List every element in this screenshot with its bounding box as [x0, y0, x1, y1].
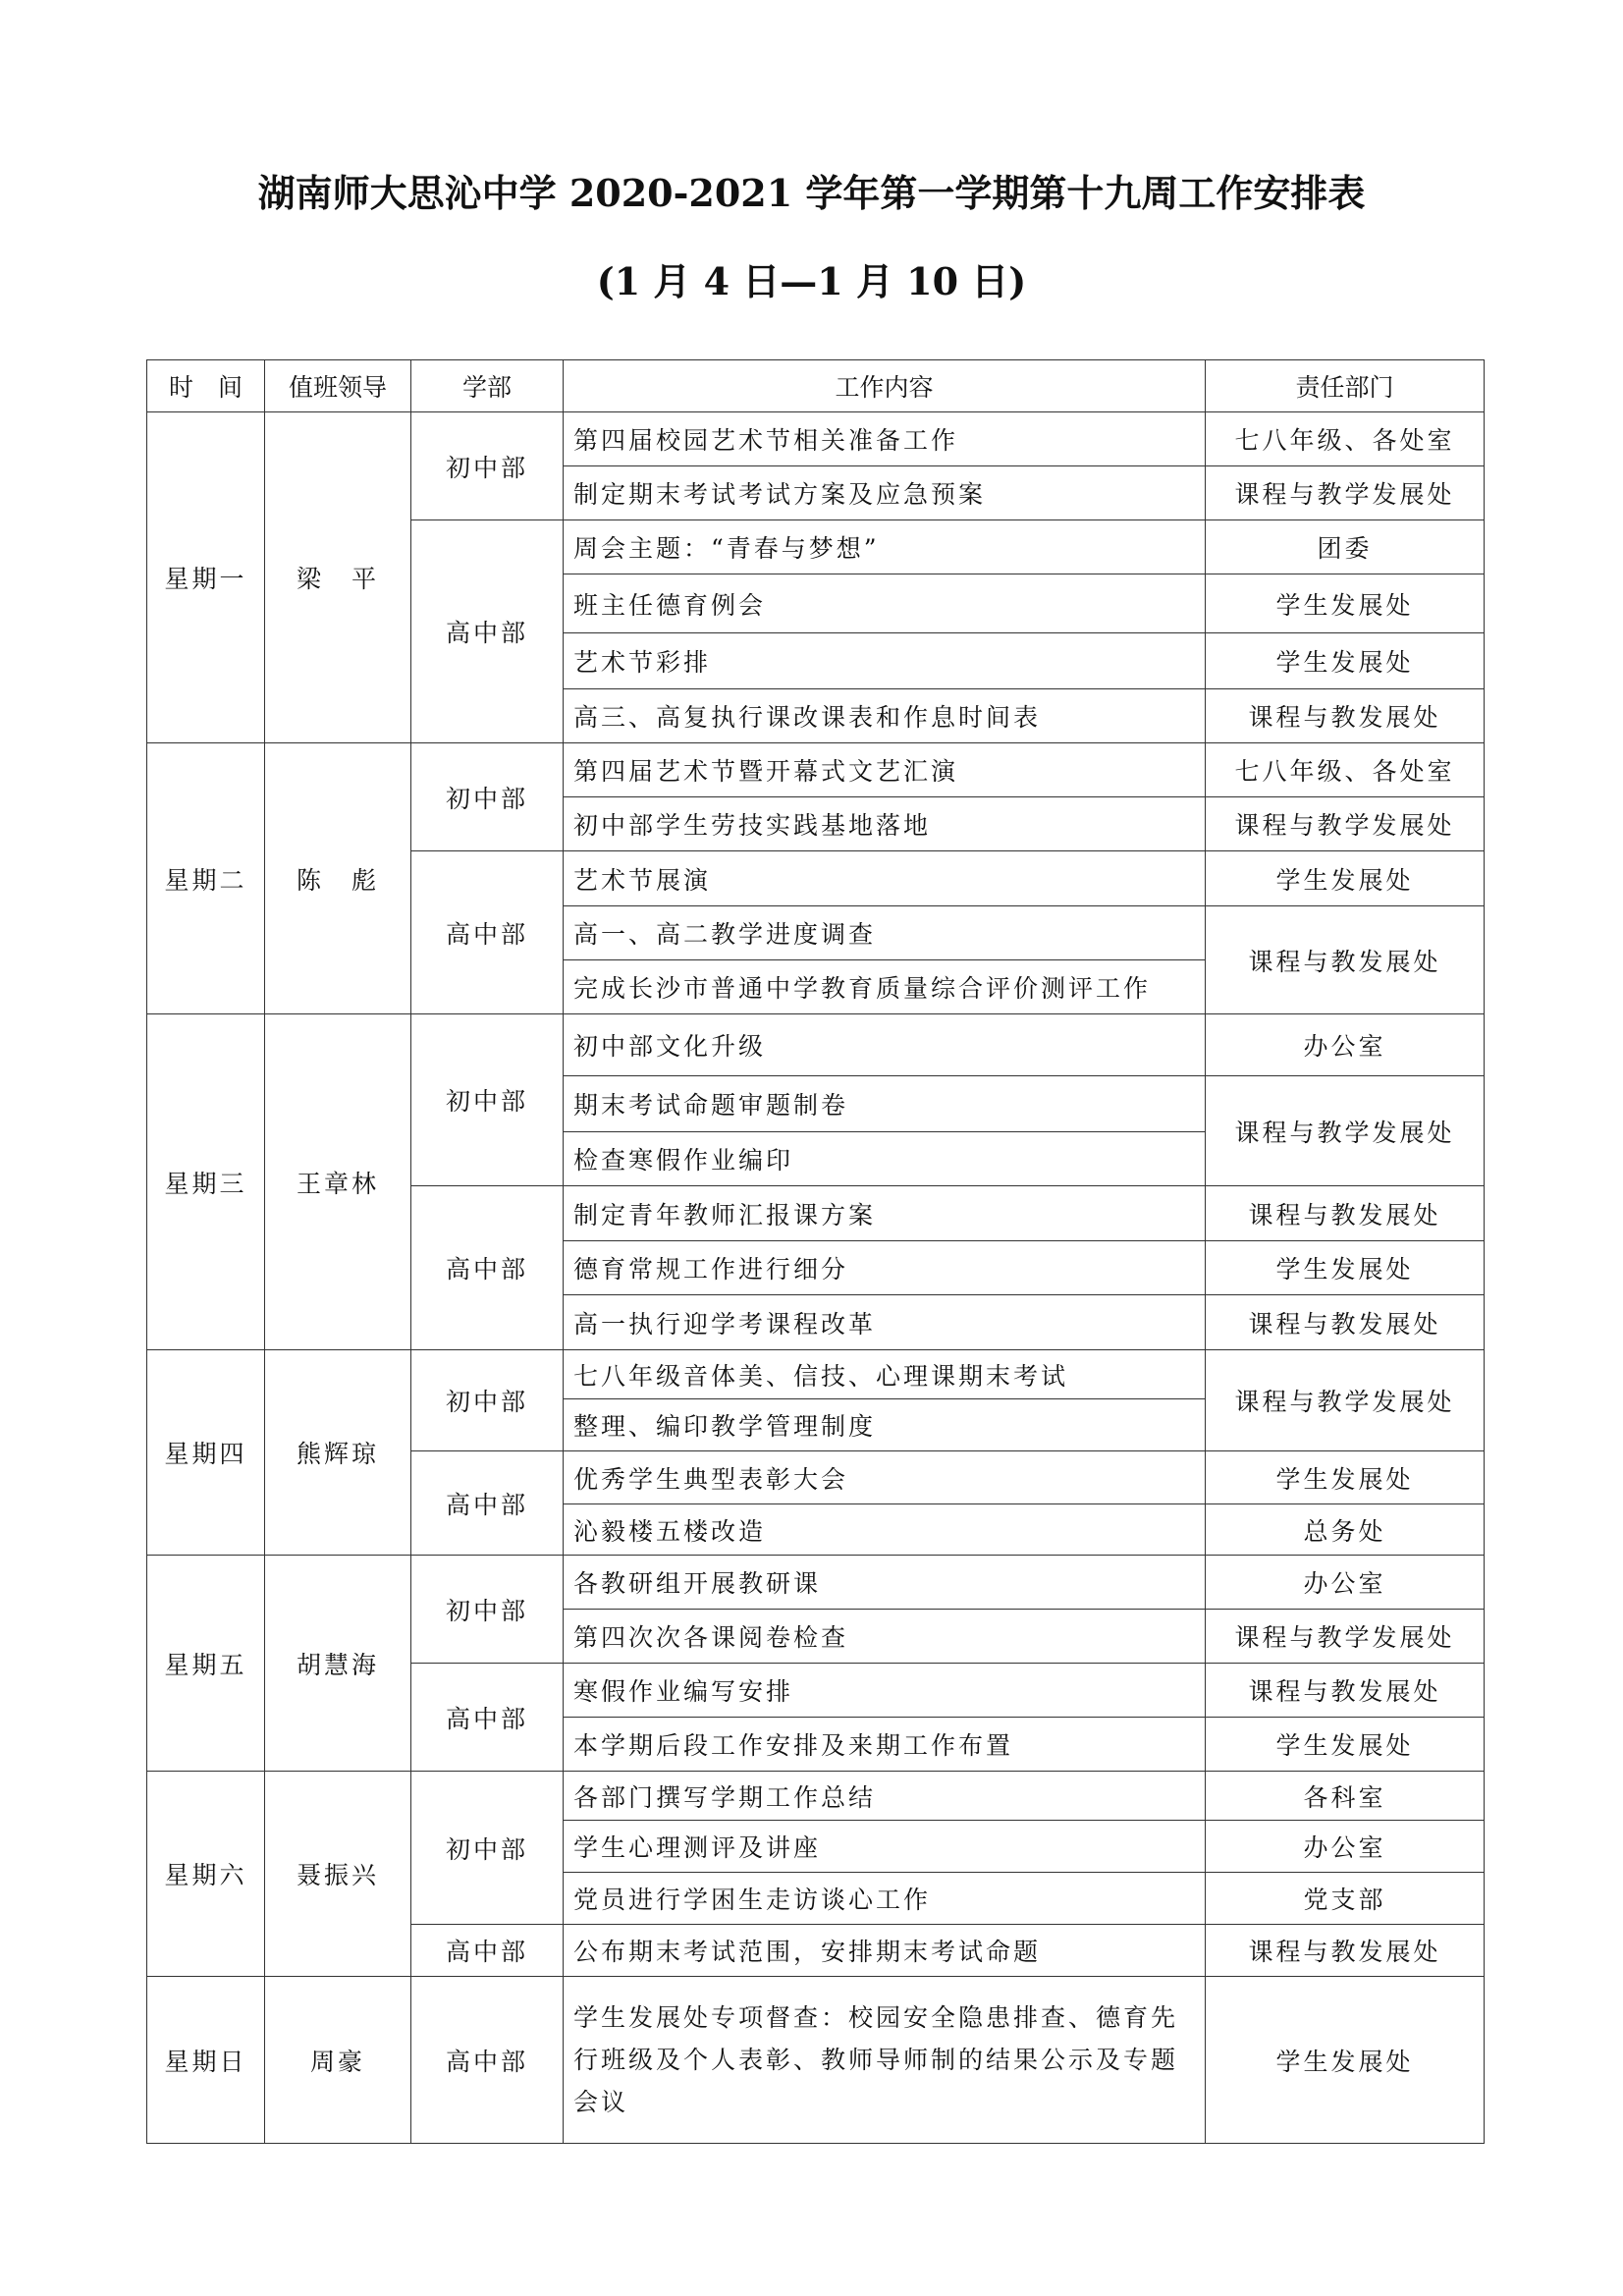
responsible-cell: 总务处 [1206, 1504, 1485, 1556]
leader-cell: 周豪 [265, 1977, 411, 2144]
responsible-cell: 课程与教发展处 [1206, 1186, 1485, 1241]
dept-cell: 高中部 [411, 851, 564, 1014]
dept-cell: 初中部 [411, 412, 564, 520]
responsible-cell: 学生发展处 [1206, 1977, 1485, 2144]
dept-cell: 高中部 [411, 1664, 564, 1772]
content-cell: 第四届艺术节暨开幕式文艺汇演 [564, 743, 1206, 797]
responsible-cell: 课程与教学发展处 [1206, 797, 1485, 851]
content-cell: 本学期后段工作安排及来期工作布置 [564, 1718, 1206, 1772]
table-row [147, 1556, 1485, 1610]
dept-cell: 初中部 [411, 1014, 564, 1186]
responsible-cell: 课程与教发展处 [1206, 906, 1485, 1014]
content-cell: 优秀学生典型表彰大会 [564, 1451, 1206, 1504]
content-cell: 第四届校园艺术节相关准备工作 [564, 412, 1206, 466]
content-cell: 各部门撰写学期工作总结 [564, 1772, 1206, 1821]
content-cell: 艺术节彩排 [564, 633, 1206, 689]
responsible-cell: 学生发展处 [1206, 633, 1485, 689]
leader-cell: 熊辉琼 [265, 1350, 411, 1556]
responsible-cell: 课程与教发展处 [1206, 1295, 1485, 1350]
content-cell: 寒假作业编写安排 [564, 1664, 1206, 1718]
schedule-table [146, 359, 1485, 2144]
header-time: 时 间 [147, 360, 265, 412]
header-dept: 学部 [411, 360, 564, 412]
table-row [147, 412, 1485, 466]
responsible-cell: 七八年级、各处室 [1206, 412, 1485, 466]
day-cell: 星期六 [147, 1772, 265, 1977]
day-cell: 星期五 [147, 1556, 265, 1772]
dept-cell: 高中部 [411, 1451, 564, 1556]
leader-cell: 梁 平 [265, 412, 411, 743]
content-cell: 制定青年教师汇报课方案 [564, 1186, 1206, 1241]
dept-cell: 高中部 [411, 1977, 564, 2144]
responsible-cell: 学生发展处 [1206, 1451, 1485, 1504]
responsible-cell: 课程与教学发展处 [1206, 1350, 1485, 1451]
content-cell: 学生发展处专项督查：校园安全隐患排查、德育先行班级及个人表彰、教师导师制的结果公示及专题会议 [564, 1977, 1206, 2144]
content-cell: 制定期末考试考试方案及应急预案 [564, 466, 1206, 520]
dept-cell: 初中部 [411, 1350, 564, 1451]
dept-cell: 高中部 [411, 1925, 564, 1977]
dept-cell: 初中部 [411, 1556, 564, 1664]
responsible-cell: 课程与教学发展处 [1206, 466, 1485, 520]
day-cell: 星期一 [147, 412, 265, 743]
responsible-cell: 办公室 [1206, 1556, 1485, 1610]
content-cell: 艺术节展演 [564, 851, 1206, 906]
responsible-cell: 课程与教发展处 [1206, 689, 1485, 743]
day-cell: 星期四 [147, 1350, 265, 1556]
content-cell: 检查寒假作业编印 [564, 1132, 1206, 1186]
content-cell: 初中部文化升级 [564, 1014, 1206, 1076]
content-cell: 初中部学生劳技实践基地落地 [564, 797, 1206, 851]
document-title: 湖南师大思沁中学 2020-2021 学年第一学期第十九周工作安排表 [257, 171, 1366, 215]
table-row [147, 1977, 1485, 2144]
dept-cell: 高中部 [411, 520, 564, 743]
responsible-cell: 各科室 [1206, 1772, 1485, 1821]
content-cell: 期末考试命题审题制卷 [564, 1076, 1206, 1132]
responsible-cell: 办公室 [1206, 1014, 1485, 1076]
content-cell: 高三、高复执行课改课表和作息时间表 [564, 689, 1206, 743]
table-row [147, 1014, 1485, 1076]
content-cell: 整理、编印教学管理制度 [564, 1399, 1206, 1451]
table-row [147, 1772, 1485, 1821]
leader-cell: 陈 彪 [265, 743, 411, 1014]
responsible-cell: 课程与教学发展处 [1206, 1610, 1485, 1664]
responsible-cell: 团委 [1206, 520, 1485, 574]
responsible-cell: 办公室 [1206, 1821, 1485, 1873]
content-cell: 高一执行迎学考课程改革 [564, 1295, 1206, 1350]
content-cell: 周会主题：“青春与梦想” [564, 520, 1206, 574]
responsible-cell: 课程与教发展处 [1206, 1664, 1485, 1718]
table-row [147, 743, 1485, 797]
leader-cell: 胡慧海 [265, 1556, 411, 1772]
content-cell: 公布期末考试范围，安排期末考试命题 [564, 1925, 1206, 1977]
responsible-cell: 学生发展处 [1206, 851, 1485, 906]
day-cell: 星期三 [147, 1014, 265, 1350]
day-cell: 星期日 [147, 1977, 265, 2144]
header-content: 工作内容 [564, 360, 1206, 412]
content-cell: 七八年级音体美、信技、心理课期末考试 [564, 1350, 1206, 1399]
dept-cell: 初中部 [411, 1772, 564, 1925]
content-cell: 沁毅楼五楼改造 [564, 1504, 1206, 1556]
content-cell: 各教研组开展教研课 [564, 1556, 1206, 1610]
responsible-cell: 课程与教发展处 [1206, 1925, 1485, 1977]
responsible-cell: 学生发展处 [1206, 574, 1485, 633]
table-header-row [147, 360, 1485, 412]
content-cell: 党员进行学困生走访谈心工作 [564, 1873, 1206, 1925]
responsible-cell: 七八年级、各处室 [1206, 743, 1485, 797]
leader-cell: 王章林 [265, 1014, 411, 1350]
header-responsible: 责任部门 [1206, 360, 1485, 412]
responsible-cell: 学生发展处 [1206, 1241, 1485, 1295]
content-cell: 德育常规工作进行细分 [564, 1241, 1206, 1295]
dept-cell: 初中部 [411, 743, 564, 851]
responsible-cell: 学生发展处 [1206, 1718, 1485, 1772]
content-cell: 学生心理测评及讲座 [564, 1821, 1206, 1873]
content-cell: 完成长沙市普通中学教育质量综合评价测评工作 [564, 960, 1206, 1014]
content-cell: 高一、高二教学进度调查 [564, 906, 1206, 960]
table-row [147, 1350, 1485, 1399]
document-date-range: (1 月 4 日—1 月 10 日) [596, 259, 1027, 303]
responsible-cell: 党支部 [1206, 1873, 1485, 1925]
content-cell: 第四次次各课阅卷检查 [564, 1610, 1206, 1664]
leader-cell: 聂振兴 [265, 1772, 411, 1977]
responsible-cell: 课程与教学发展处 [1206, 1076, 1485, 1186]
dept-cell: 高中部 [411, 1186, 564, 1350]
day-cell: 星期二 [147, 743, 265, 1014]
content-cell: 班主任德育例会 [564, 574, 1206, 633]
header-leader: 值班领导 [265, 360, 411, 412]
